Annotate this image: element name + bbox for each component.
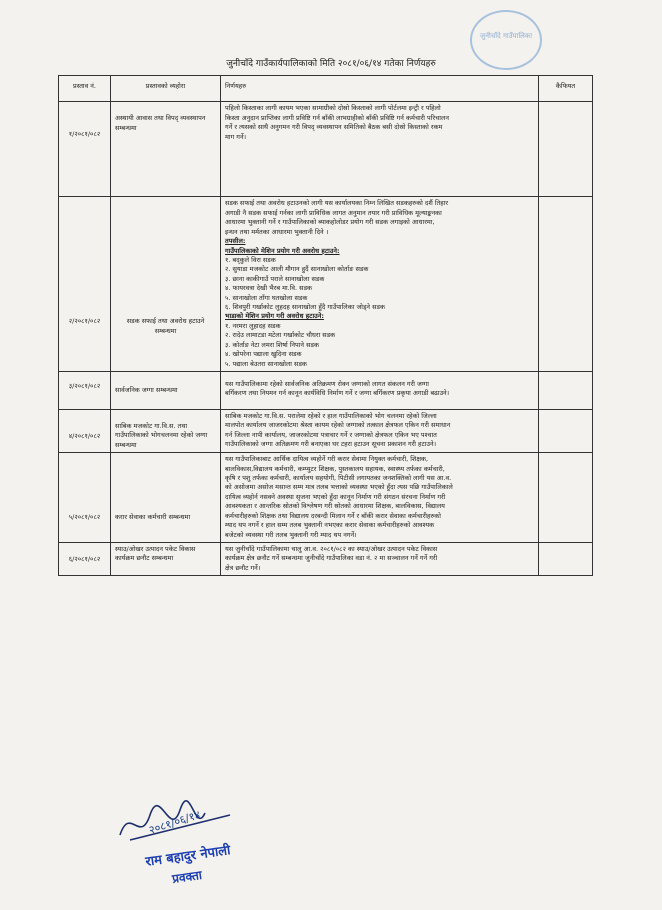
decision-line: बजेटको व्यवस्था गरी तलब भुक्तानी गरी म्याद थप नगर्ने। [225, 530, 357, 539]
seal-text: जुनीचाँदे गाउँपालिका [479, 32, 533, 40]
table-row [59, 102, 593, 197]
list-item: ३. छाना काकीगाउँ पराले सानाखोला सडक [225, 274, 325, 283]
decision-line: इन्धन तथा मर्मतका आधारमा भुक्तानी दिने । [225, 227, 329, 236]
signatory-name: राम बहादुर नेपाली [144, 843, 232, 870]
proposal-subject: सडक सफाई तथा अवरोध हटाउने सम्बन्धमा [111, 197, 221, 372]
decision-text [221, 197, 539, 372]
group-title: भाडाको मेशिन प्रयोग गरी अवरोध हटाउने: [225, 312, 324, 321]
decision-line: को असोजमा असोज मसान्त सम्म मात्र तलब भत्ताको व्यवस्था भएको हुँदा त्यस पछि गाउँपालिकाले [225, 483, 453, 492]
decision-line: गाउँपालिकाको जग्गा अतिक्रमण गरी बनाएका घर टहरा हटाउन सूचना प्रकाशन गरी हटाउने। [225, 440, 437, 449]
decision-text [221, 372, 539, 410]
remarks-cell [539, 409, 593, 452]
decision-line: गर्ने र त्यसको साथै अनुगमन गरी विपद् व्यवस्थापन समितिको बैठक बसी दोस्रो किस्ताको रकम [225, 123, 443, 132]
decision-line: कृषि र पशु तर्फका कर्मचारी, कार्यालय सहयोगी, पिटीसी लगायतका जनशक्तिको लागी यस आ.व. [225, 473, 452, 482]
decision-line: कर्मचारीहरुको शिक्षक तथा विद्यालय दरबन्दी मिलान गर्ने र बाँकी करार सेवाका कर्मचारीहरुको [225, 511, 441, 520]
list-item: १. नरमरा लुहादह सडक [225, 321, 281, 330]
decision-line: बर्गिकरण तथा नियमन गर्न कानून कार्यविधि निर्माण गर्ने र जग्गा बर्गिकरण प्रकृया अगाडी बढाउने। [225, 389, 450, 398]
list-item: ४. फायरवत्रा देखी भैरब मा.वि. सडक [225, 284, 313, 293]
decision-line: साबिक मजकोट गा.वि.स. परालेमा रहेको र हाल गाउँपालिकाको भोग चलनमा रहेको जिल्ला [225, 411, 437, 420]
signatory-designation: प्रवक्ता [171, 867, 203, 887]
list-item: १. बद्कुले विरा सडक [225, 255, 276, 264]
list-item: ४. खोपरेना पद्याला खुदिना सडक [225, 350, 302, 359]
decision-line: पहिलो किस्ताका लागी कायम भएका सामाग्रीको दोस्रो किस्ताको लागी पोर्टलमा इन्ट्री र पहिलो [225, 104, 441, 113]
proposal-subject: साबिक मजकोट गा.वि.स. तथा गाउँपालिकाको भोगचलनमा रहेको जग्गा सम्बन्धमा [111, 409, 221, 452]
decision-line: किस्ता अनुदान प्राप्तिका लागी प्रविष्टि गर्न बाँकी लाभग्राहीको बाँकी प्रविष्टि गर्न कर्मचारी परिचालन [225, 113, 449, 122]
column-header-decisions: निर्णयहरु [221, 76, 539, 102]
list-item: ३. कोर्ताङ नेटा लमरा शिर्षा निपाने सडक [225, 340, 319, 349]
decision-text [221, 102, 539, 197]
decision-text [221, 409, 539, 452]
proposal-no: ४/२०८१/०८२ [59, 409, 111, 452]
column-header-proposal-subject: प्रस्तावको व्यहोरा [111, 76, 221, 102]
decision-line: अगाडी नै सडक सफाई गर्नका लागी प्राविधिक लागत अनुमान तयार गरी प्राविधिक मूल्याङ्कनका [225, 208, 442, 217]
list-item: २. सुयाडा मजकोट आली मौगान हुदैं सानाखोला कोर्ताङ सडक [225, 265, 369, 274]
group-title: गाउँपालिकाको मेशिन प्रयोग गरी अवरोध हटाउने: [225, 246, 340, 255]
remarks-cell [539, 197, 593, 372]
proposal-subject: सार्वजनिक जग्गा सम्बन्धमा [111, 372, 221, 410]
table-row [59, 453, 593, 543]
decision-line: बालविकास,विद्यालय कर्मचारी, कम्प्युटर शिक्षक, पुस्तकालय सहायक, स्वास्थ्य तर्फका कर्मचारी, [225, 464, 445, 473]
table-row [59, 542, 593, 575]
remarks-cell [539, 102, 593, 197]
document-title: जुनीचाँदे गाउँकार्यपालिकाको मिति २०८१/०६/१४ गतेका निर्णयहरु [226, 59, 436, 69]
decision-line: म्याद थप नगर्ने र हाल सम्म तलब भुक्तानी नभएका करार सेवाका कर्मचारीहरुको आवश्यक [225, 521, 435, 530]
list-item: ५. सानाखोला ताँगा घतखोला सडक [225, 293, 308, 302]
list-item: ५. पद्याला बेउतरा सानाखोला सडक [225, 359, 307, 368]
remarks-cell [539, 453, 593, 543]
table-row [59, 197, 593, 372]
decision-line: कार्यक्रम क्षेत्र छनौट गर्ने सम्बन्धमा जुनीचाँदे गाउँपालिका वडा नं. २ मा सञ्चालन गर्ने गर्ने गरी [225, 554, 438, 563]
table-header-row [59, 76, 593, 102]
decision-line: दायित्व व्यहोर्न नसक्ने अवस्था सृजना भएको हुँदा कानून निर्माण गरी संगठन संरचना निर्माण गरी [225, 492, 446, 501]
decision-line: यस गाउँपालिकामा रहेको सार्वजनिक अतिक्रमण रोक्न जग्गाको लागत संकलन गरी जग्गा [225, 380, 429, 389]
decision-line: यस जुनीचाँदे गाउँपालिकामा चालु आ.व. २०८१/०८२ का स्याउ/ओखर उत्पादन पकेट विकास [225, 544, 438, 553]
proposal-subject: अस्थायी आवास तथा विपद् व्यवस्थापन सम्बन्धमा [111, 102, 221, 197]
proposal-subject: करार सेवाका कर्मचारी सम्बन्धमा [111, 453, 221, 543]
proposal-no: ६/२०८१/०८२ [59, 542, 111, 575]
table-row [59, 409, 593, 452]
proposal-no: १/२०८१/०८२ [59, 102, 111, 197]
column-header-proposal-no: प्रस्ताव नं. [59, 76, 111, 102]
decision-line: माग गर्ने। [225, 132, 247, 141]
decision-line: क्षेत्र छनौट गर्ने। [225, 563, 261, 572]
decision-line: आवश्यकता र आन्तरिक स्रोतको विश्लेषण गरी स्रोतको आधारमा शिक्षक, बालविकास, विद्यालय [225, 502, 445, 511]
decision-line: सडक सफाई तथा अवरोध हटाउनको लागी यस कार्यालयका निम्न लिखित सडकहरुको दशैं तिहार [225, 199, 449, 208]
decision-line: गर्न जिल्ला नापी कार्यालय, जाजरकोटमा पत्राचार गर्ने र जग्गाको क्षेत्रफल एकिन भए पश्चात [225, 430, 437, 439]
decision-line: आधारमा भुक्तानी गर्ने र गाउँपालिकाको ब्याकहोलोडर प्रयोग गरी सडक लगाइको आधारमा, [225, 218, 435, 227]
decisions-table [58, 75, 593, 576]
remarks-cell [539, 372, 593, 410]
proposal-no: ३/२०८१/०८२ [59, 372, 111, 410]
decision-line: मालपोत कार्यालय जाजरकोटमा श्रेस्ता कायम रहेको जग्गाको तत्काल क्षेत्रफल एकिन गरी समाधान [225, 421, 451, 430]
proposal-no: २/२०८१/०८२ [59, 197, 111, 372]
proposal-subject: स्याउ/ओखर उत्पादन पकेट विकास कार्यक्रम छनौट सम्बन्धमा [111, 542, 221, 575]
list-label: तपसील: [225, 237, 246, 246]
signature-date: २०८१/०६/१४ [147, 808, 202, 837]
column-header-remarks: कैफियत [539, 76, 593, 102]
remarks-cell [539, 542, 593, 575]
decision-text [221, 453, 539, 543]
decision-text [221, 542, 539, 575]
table-row [59, 372, 593, 410]
decision-line: यस गाउँपालिकाबाट आर्थिक दायित्व व्यहोर्ने गरी करार सेवामा नियुक्त कर्मचारी, शिक्षक, [225, 455, 429, 464]
proposal-no: ५/२०८१/०८२ [59, 453, 111, 543]
list-item: ६. शिवपुरी गर्खाकोट लुहदह सानाखोला हुँदै गाउँपालिका जोड्ने सडक [225, 303, 385, 312]
list-item: २. रादेउ लामाटडा मटेला गर्खाकोट चौधरा सडक [225, 331, 336, 340]
